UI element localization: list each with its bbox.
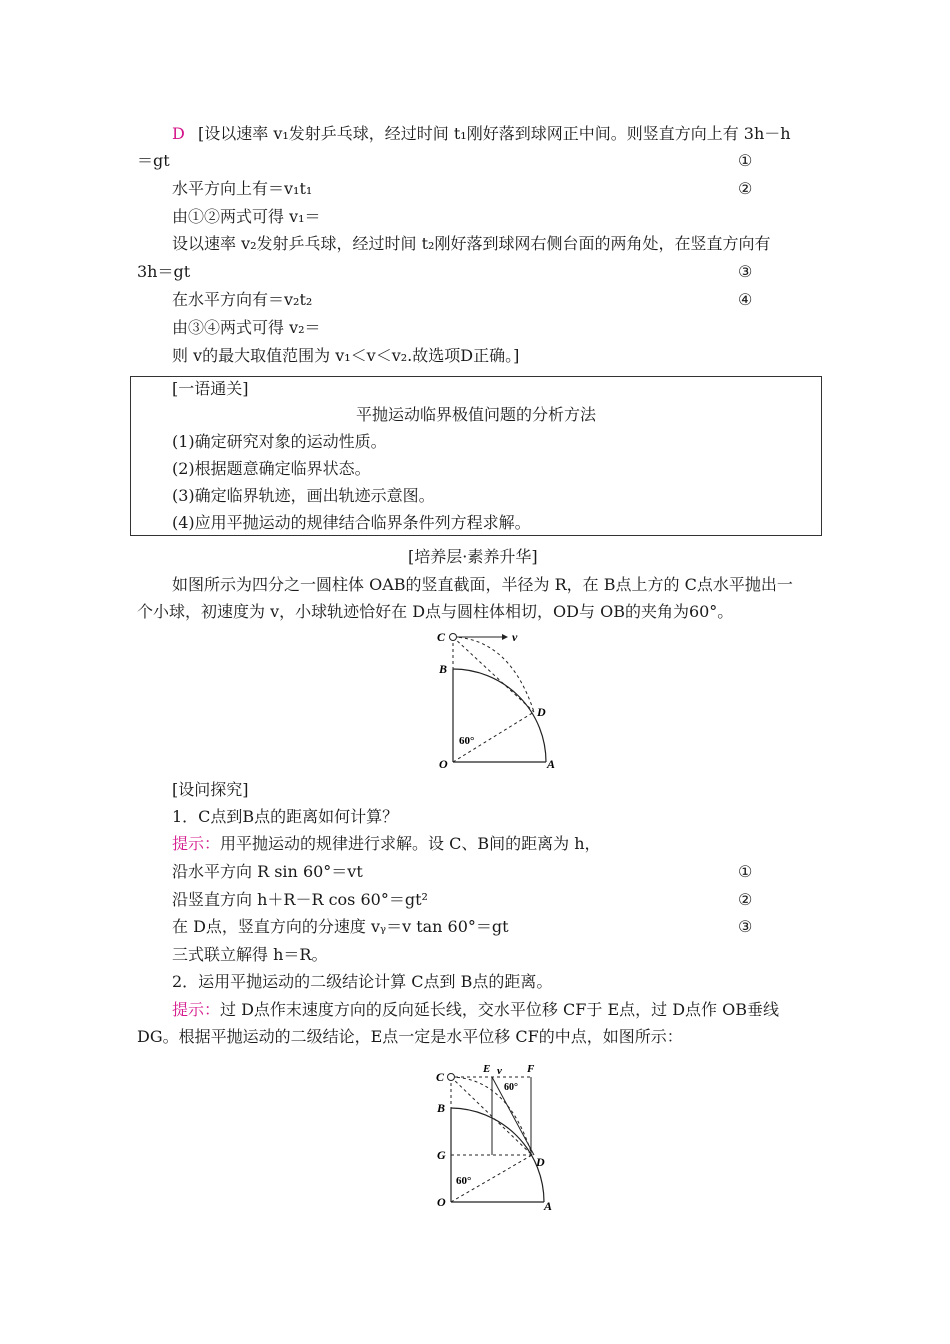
label-A: A [544, 1199, 553, 1213]
eq-number-3: ③ [738, 917, 753, 936]
solution-line-7: 则 v的最大取值范围为 v₁＜v＜v₂.故选项D正确。] [172, 346, 520, 365]
label-E: E [483, 1063, 491, 1075]
answer-1-intro: 提示：用平抛运动的规律进行求解。设 C、B间的距离为 h， [172, 834, 601, 853]
question-1: 1．C点到B点的距离如何计算？ [172, 807, 399, 826]
problem-line-1: 如图所示为四分之一圆柱体 OAB的竖直截面，半径为 R，在 B点上方的 C点水平抛出一 [172, 575, 793, 594]
answer-1-eq3: 在 D点，竖直方向的分速度 vᵧ＝v tan 60°＝gt [172, 917, 509, 936]
eq-number-2: ② [738, 179, 753, 198]
eq-number-1: ① [738, 151, 753, 170]
label-v: v [497, 1065, 502, 1077]
label-v: v [512, 630, 518, 644]
summary-item: (1)确定研究对象的运动性质。 [172, 432, 387, 451]
figure-construction [420, 1060, 570, 1215]
eq-number-4: ④ [738, 290, 753, 309]
hint-label: 提示： [172, 1000, 221, 1019]
label-D: D [536, 1155, 545, 1169]
label-angle: 60° [459, 735, 475, 747]
hint-label: 提示： [172, 834, 221, 853]
label-C: C [436, 1070, 445, 1084]
label-G: G [437, 1148, 446, 1162]
label-F: F [527, 1063, 535, 1075]
summary-box [130, 376, 822, 536]
label-C: C [437, 630, 446, 644]
label-angle: 60° [456, 1175, 472, 1187]
section-title: [培养层·素养升华] [408, 547, 538, 566]
solution-line-2: 水平方向上有＝v₁t₁ [172, 179, 313, 198]
solution-line-4: 设以速率 v₂发射乒乓球，经过时间 t₂刚好落到球网右侧台面的两角处，在竖直方向有 [172, 234, 771, 253]
summary-item: (4)应用平抛运动的规律结合临界条件列方程求解。 [172, 513, 531, 532]
summary-item: (2)根据题意确定临界状态。 [172, 459, 371, 478]
label-angle-top: 60° [504, 1082, 518, 1093]
answer-2-line-2: DG。根据平抛运动的二级结论，E点一定是水平位移 CF的中点，如图所示： [137, 1027, 683, 1046]
summary-item: (3)确定临界轨迹，画出轨迹示意图。 [172, 486, 435, 505]
summary-title: 平抛运动临界极值问题的分析方法 [355, 405, 596, 424]
solution-line-4b: 3h＝gt [137, 262, 191, 281]
answer-letter: D [172, 124, 185, 143]
inquiry-tag: [设问探究] [172, 780, 249, 799]
solution-line-1: [设以速率 v₁发射乒乓球，经过时间 t₁刚好落到球网正中间。则竖直方向上有 3h－h [198, 124, 791, 143]
answer-1-result: 三式联立解得 h＝R。 [172, 945, 328, 964]
answer-2-line-1: 提示：过 D点作末速度方向的反向延长线，交水平位移 CF于 E点，过 D点作 OB垂线 [172, 1000, 780, 1019]
eq-number-3: ③ [738, 262, 753, 281]
problem-line-2: 个小球，初速度为 v，小球轨迹恰好在 D点与圆柱体相切，OD与 OB的夹角为60°。 [137, 602, 734, 621]
label-B: B [437, 1101, 446, 1115]
solution-line-6: 由③④两式可得 v₂＝ [172, 318, 321, 337]
answer-1-eq2: 沿竖直方向 h＋R－R cos 60°＝gt² [172, 890, 428, 909]
summary-tag: [一语通关] [172, 379, 249, 398]
label-O: O [439, 757, 448, 771]
figure-quarter-cylinder [420, 625, 570, 775]
eq-number-1: ① [738, 862, 753, 881]
eq-number-2: ② [738, 890, 753, 909]
solution-line-3: 由①②两式可得 v₁＝ [172, 207, 321, 226]
solution-line-1b: ＝gt [137, 151, 170, 170]
question-2: 2．运用平抛运动的二级结论计算 C点到 B点的距离。 [172, 972, 553, 991]
answer-1-eq1: 沿水平方向 R sin 60°＝vt [172, 862, 363, 881]
label-O: O [437, 1195, 446, 1209]
label-A: A [547, 757, 556, 771]
label-D: D [537, 705, 546, 719]
label-B: B [439, 662, 448, 676]
solution-line-5: 在水平方向有＝v₂t₂ [172, 290, 313, 309]
